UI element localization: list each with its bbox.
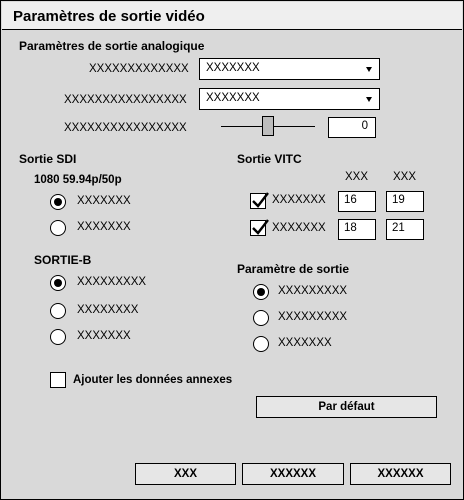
sortie-b-option-3-radio[interactable] [50, 329, 66, 345]
ancillary-data-checkbox[interactable] [50, 372, 66, 388]
analog-row2-select[interactable] [199, 88, 380, 110]
vitc-output-header: Sortie VITC [237, 152, 302, 166]
bottom-button-2[interactable]: XXXXXX [242, 463, 344, 485]
sortie-b-option-3-label: XXXXXXX [77, 330, 131, 342]
output-param-option-3-label: XXXXXXX [278, 337, 332, 349]
bottom-button-1[interactable]: XXX [135, 463, 236, 485]
sdi-option-1-radio[interactable] [50, 194, 66, 210]
vitc-column-1-header: XXX [345, 171, 369, 183]
output-param-option-2-label: XXXXXXXXX [278, 311, 348, 323]
vitc-row-1-value-2[interactable]: 19 [386, 191, 424, 212]
output-parameter-header: Paramètre de sortie [237, 262, 350, 276]
vitc-row-2-label: XXXXXXX [272, 222, 326, 234]
analog-row1-label: XXXXXXXXXXXXX [89, 63, 189, 75]
output-param-option-1-radio[interactable] [253, 284, 269, 300]
output-param-option-3-radio[interactable] [253, 336, 269, 352]
sdi-option-2-label: XXXXXXX [77, 221, 131, 233]
analog-row2-select-value: XXXXXXX [206, 92, 260, 104]
sdi-option-1-label: XXXXXXX [77, 195, 131, 207]
output-param-option-1-label: XXXXXXXXX [278, 285, 348, 297]
vitc-row-1-checkbox[interactable] [250, 193, 266, 209]
slider-thumb[interactable] [262, 116, 274, 136]
dialog-title: Paramètres de sortie vidéo [13, 8, 205, 25]
analog-row2-label: XXXXXXXXXXXXXXXX [64, 94, 187, 106]
vitc-row-2-checkbox[interactable] [250, 220, 266, 236]
checkmark-icon [251, 218, 269, 237]
sdi-format-label: 1080 59.94p/50p [34, 174, 122, 186]
vitc-column-2-header: XXX [393, 171, 417, 183]
chevron-down-icon [366, 97, 372, 102]
ancillary-data-label: Ajouter les données annexes [73, 374, 233, 386]
vitc-row-1-value-1[interactable]: 16 [338, 191, 376, 212]
vitc-row-1-label: XXXXXXX [272, 194, 326, 206]
sdi-output-header: Sortie SDI [19, 152, 77, 166]
bottom-button-3[interactable]: XXXXXX [350, 463, 451, 485]
title-bar [2, 2, 462, 30]
analog-row1-select-value: XXXXXXX [206, 62, 260, 74]
checkmark-icon [251, 191, 269, 210]
sdi-option-2-radio[interactable] [50, 220, 66, 236]
slider-value-field[interactable]: 0 [328, 117, 376, 138]
sortie-b-option-1-label: XXXXXXXXX [77, 276, 147, 288]
vitc-row-2-value-1[interactable]: 18 [338, 219, 376, 240]
analog-row3-label: XXXXXXXXXXXXXXXX [64, 122, 187, 134]
sortie-b-header: SORTIE-B [34, 253, 92, 267]
output-param-option-2-radio[interactable] [253, 310, 269, 326]
vitc-row-2-value-2[interactable]: 21 [386, 219, 424, 240]
sortie-b-option-2-label: XXXXXXXX [77, 304, 139, 316]
chevron-down-icon [366, 67, 372, 72]
default-button[interactable]: Par défaut [256, 396, 437, 418]
analog-row1-select[interactable] [199, 58, 380, 80]
sortie-b-option-1-radio[interactable] [50, 275, 66, 291]
analog-output-header: Paramètres de sortie analogique [19, 39, 205, 53]
sortie-b-option-2-radio[interactable] [50, 303, 66, 319]
